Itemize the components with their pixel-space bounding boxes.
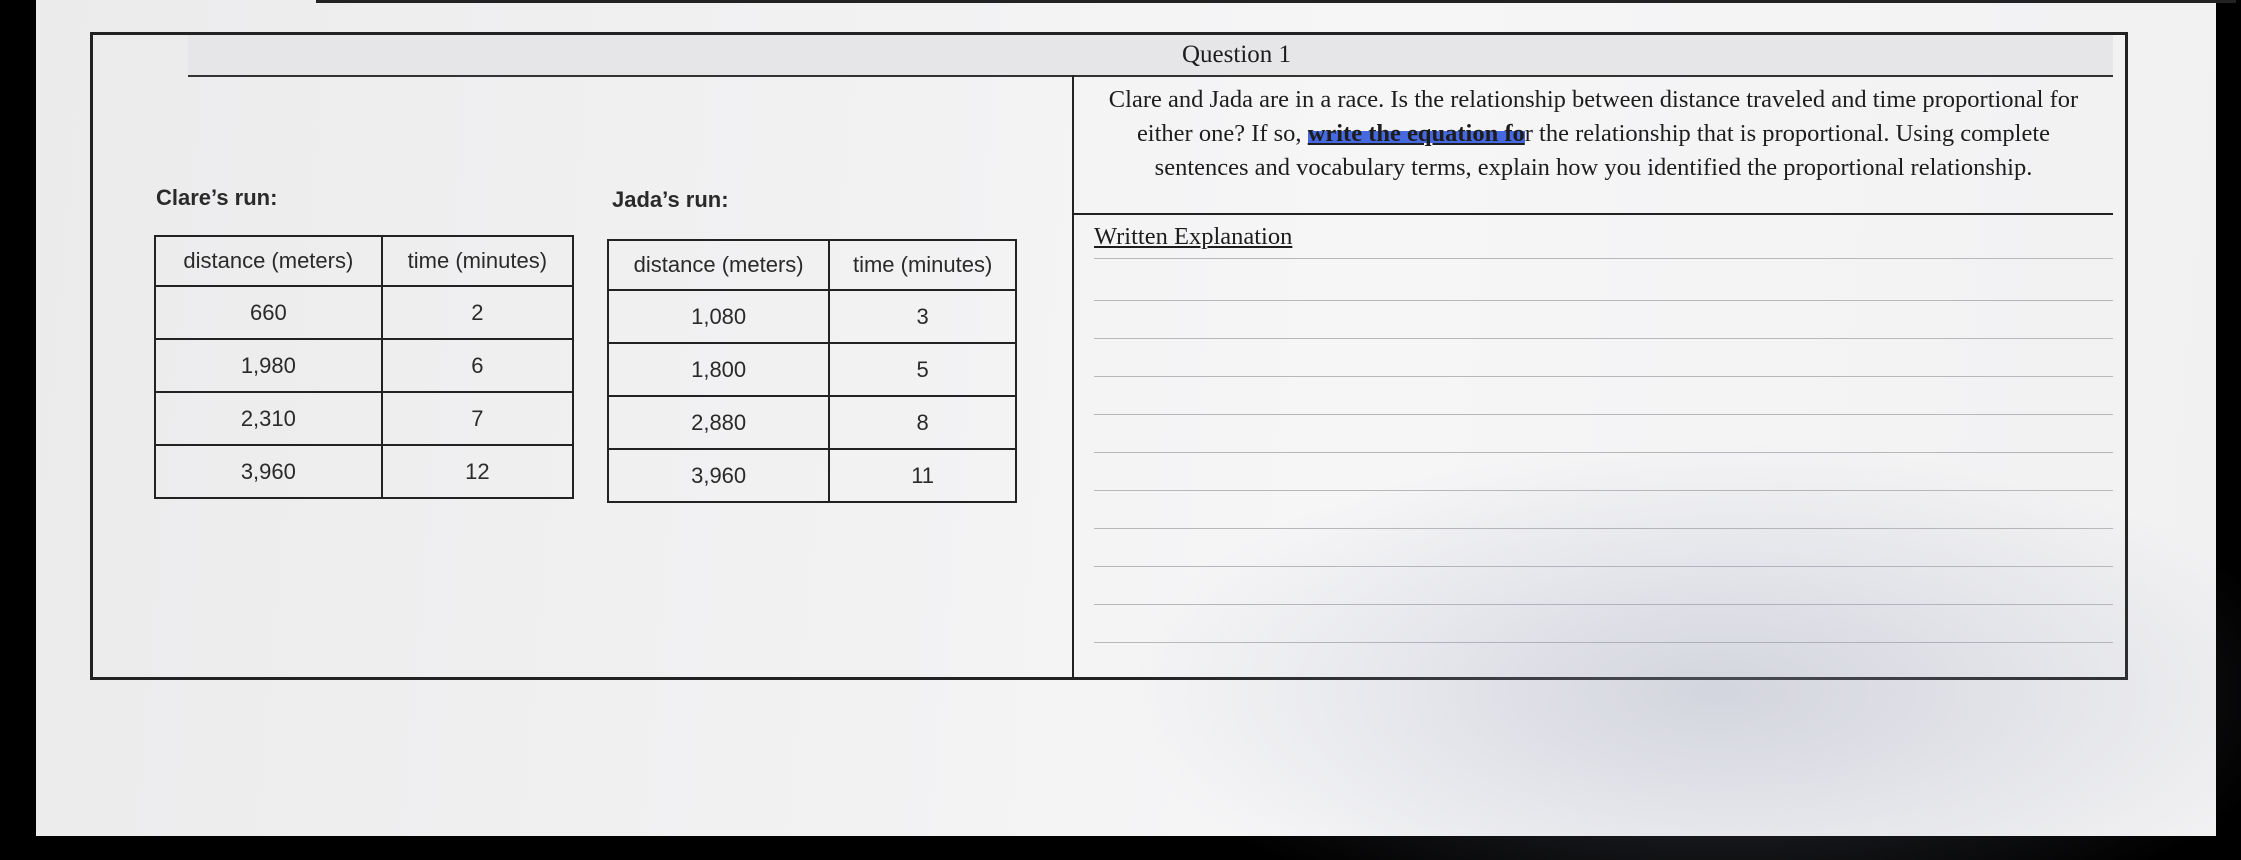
clare-header-distance: distance (meters) — [155, 236, 382, 286]
written-explanation-label: Written Explanation — [1094, 223, 1293, 250]
table-row — [155, 392, 573, 445]
jada-header-distance: distance (meters) — [608, 240, 829, 290]
jada-distance-cell: 1,800 — [608, 343, 829, 396]
writing-line[interactable] — [1094, 642, 2113, 643]
jada-distance-cell: 1,080 — [608, 290, 829, 343]
clare-time-cell: 12 — [382, 445, 573, 498]
clare-header-time: time (minutes) — [382, 236, 573, 286]
jada-distance-cell: 3,960 — [608, 449, 829, 502]
jada-run-label: Jada’s run: — [612, 187, 729, 212]
jada-header-time: time (minutes) — [829, 240, 1016, 290]
page-top-rule — [316, 0, 2236, 3]
writing-line[interactable] — [1094, 566, 2113, 567]
question-prompt — [1074, 75, 2113, 215]
jada-table — [607, 239, 1017, 503]
clare-time-cell: 2 — [382, 286, 573, 339]
jada-time-cell: 3 — [829, 290, 1016, 343]
jada-time-cell: 11 — [829, 449, 1016, 502]
table-row — [155, 339, 573, 392]
highlighted-phrase: write the equation fo — [1307, 120, 1525, 147]
prompt-text-end: r the relationship that is proportional. Using complete sentences and vocabulary terms, explain how you identified the proportional relationship. — [1154, 120, 2051, 181]
question-header — [188, 35, 2113, 77]
writing-line[interactable] — [1094, 528, 2113, 529]
clare-distance-cell: 3,960 — [155, 445, 382, 498]
writing-line[interactable] — [1094, 414, 2113, 415]
writing-line[interactable] — [1094, 452, 2113, 453]
question-title: Question 1 — [1182, 41, 1292, 68]
question-frame — [90, 32, 2128, 680]
writing-line[interactable] — [1094, 604, 2113, 605]
clare-time-cell: 7 — [382, 392, 573, 445]
writing-line[interactable] — [1094, 376, 2113, 377]
jada-time-cell: 8 — [829, 396, 1016, 449]
writing-line[interactable] — [1094, 490, 2113, 491]
clare-run-label: Clare’s run: — [156, 185, 278, 210]
writing-line[interactable] — [1094, 258, 2113, 259]
table-row — [608, 290, 1016, 343]
clare-distance-cell: 1,980 — [155, 339, 382, 392]
clare-distance-cell: 2,310 — [155, 392, 382, 445]
clare-distance-cell: 660 — [155, 286, 382, 339]
table-row — [608, 449, 1016, 502]
clare-table — [154, 235, 574, 499]
answer-area — [1074, 75, 2125, 677]
writing-line[interactable] — [1094, 338, 2113, 339]
table-row — [155, 445, 573, 498]
table-row — [608, 396, 1016, 449]
writing-line[interactable] — [1094, 300, 2113, 301]
worksheet-paper — [36, 0, 2216, 836]
table-row — [608, 343, 1016, 396]
jada-time-cell: 5 — [829, 343, 1016, 396]
clare-time-cell: 6 — [382, 339, 573, 392]
table-row — [155, 286, 573, 339]
jada-distance-cell: 2,880 — [608, 396, 829, 449]
prompt-text-start: Clare and Jada are in a race. Is the relationship between distance traveled and time proportional for either one? If so, — [1108, 86, 2079, 147]
